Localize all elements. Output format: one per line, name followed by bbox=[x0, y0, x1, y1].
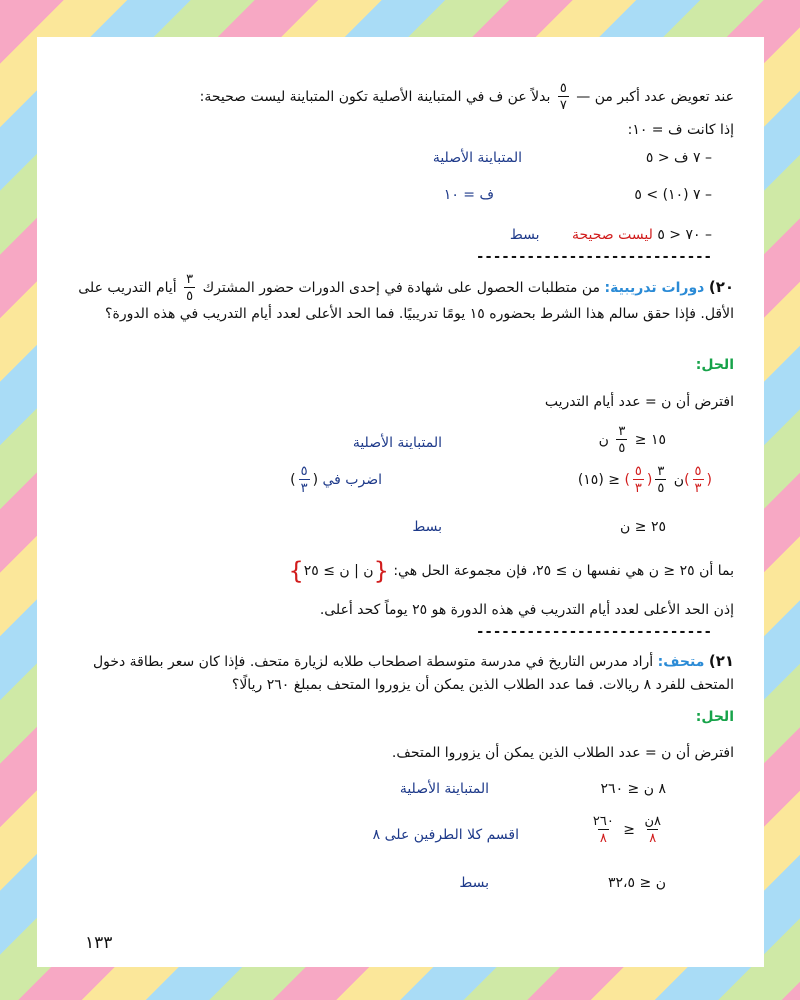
q21-step-3-note: بسط bbox=[459, 875, 489, 891]
intro-row-2-note: ف = ١٠ bbox=[443, 187, 494, 203]
fraction-5-3: $\frac{٥}{٣}$ bbox=[634, 464, 642, 496]
intro-line-2: إذا كانت ف = ١٠: bbox=[627, 122, 734, 138]
multiply-label: اضرب في bbox=[322, 472, 382, 488]
fraction-numerator: ٥ bbox=[559, 81, 567, 96]
fraction-5-3: $\frac{٥}{٣}$ bbox=[300, 464, 308, 496]
question-21 bbox=[54, 650, 734, 697]
step-1-left: ١٥ ≤ bbox=[634, 432, 666, 448]
not-true-label: ليست صحيحة bbox=[572, 227, 653, 243]
intro-row-2-expr: – ٧ (١٠) > ٥ bbox=[634, 187, 712, 203]
fraction-3-5: $\frac{٣}{٥}$ bbox=[657, 464, 665, 496]
fifteen: (١٥) bbox=[577, 472, 604, 488]
fraction-3-5 bbox=[616, 425, 627, 455]
intro-row-3-expr: – ٧٠ < ٥ bbox=[657, 227, 712, 243]
le-sign: ≤ bbox=[608, 472, 620, 488]
solution-label-21: الحل: bbox=[695, 709, 734, 725]
intro-row-1-note: المتباينة الأصلية bbox=[432, 150, 522, 166]
intro-row-3-note: بسط bbox=[509, 227, 540, 243]
solution-set-text: بما أن ٢٥ ≤ ن هي نفسها ن ≥ ٢٥، فإن مجموعة الحل هي: bbox=[393, 563, 734, 579]
question-21-tag: متحف: bbox=[657, 654, 705, 670]
separator-1: ---------------------------- bbox=[475, 249, 712, 265]
solution-set: ن | ن ≥ ٢٥ bbox=[303, 563, 374, 579]
question-20-tag: دورات تدريبية: bbox=[604, 280, 705, 296]
question-21-text: أراد مدرس التاريخ في مدرسة متوسطة اصطحاب طلابه لزيارة متحف. فإذا كان سعر بطاقة دخول المتحف للفرد ٨ ريالات. فما عدد الطلاب الذين يمكن أن يزوروا المتحف بمبلغ ٢٦٠ ريالًا؟ bbox=[92, 654, 734, 693]
variable-n: ن bbox=[673, 472, 685, 488]
fraction-5-3: $\frac{٥}{٣}$ bbox=[694, 464, 702, 496]
fraction-3-5 bbox=[184, 273, 195, 303]
minus-sign: — bbox=[576, 89, 591, 105]
fraction-8n-8: $\frac{\text{٨ن}}{٨}$ bbox=[644, 814, 661, 846]
q20-step-3-note: بسط bbox=[412, 519, 442, 535]
intro-row-1-expr: – ٧ ف < ٥ bbox=[645, 150, 712, 166]
q21-step-3-expr: ن ≤ ٣٢،٥ bbox=[608, 875, 666, 891]
le-sign: ≤ bbox=[623, 822, 636, 838]
fraction-numerator: ٣ bbox=[186, 272, 194, 287]
solution-label-20: الحل: bbox=[695, 357, 734, 373]
question-20-text-a: من متطلبات الحصول على شهادة في إحدى الدورات حضور المشترك bbox=[202, 280, 601, 296]
assume-21: افترض أن ن = عدد الطلاب الذين يمكن أن يزوروا المتحف. bbox=[391, 745, 734, 761]
intro-row-3 bbox=[510, 227, 712, 243]
fraction-denominator: ٧ bbox=[559, 98, 567, 113]
q20-step-2-expr: ن $\frac{٣}{٥}$ ( $\frac{٥}{٣}$ ) ≤ (١٥) ( $\frac{٥}{٣}$ ) bbox=[577, 464, 712, 496]
q21-step-2-note: اقسم كلا الطرفين على ٨ bbox=[372, 827, 519, 843]
conclusion-20: إذن الحد الأعلى لعدد أيام التدريب في هذه الدورة هو ٢٥ يوماً كحد أعلى. bbox=[319, 602, 734, 618]
assume-20: افترض أن ن = عدد أيام التدريب bbox=[544, 394, 734, 410]
intro-line-1 bbox=[200, 82, 734, 112]
solution-set-line: بما أن ٢٥ ≤ ن هي نفسها ن ≥ ٢٥، فإن مجموعة الحل هي: {ن | ن ≥ ٢٥} bbox=[288, 557, 734, 585]
fraction-5-7 bbox=[558, 82, 569, 112]
page bbox=[37, 37, 764, 967]
fraction-denominator: ٥ bbox=[618, 441, 626, 456]
q20-step-1-expr bbox=[599, 425, 666, 455]
q20-step-2-note: اضرب في ( $\frac{٥}{٣}$ ) bbox=[290, 464, 382, 496]
question-21-number: ٢١) bbox=[708, 652, 734, 670]
intro-text-a: عند تعويض عدد أكبر من bbox=[594, 89, 734, 105]
q21-step-1-expr: ٨ ن ≤ ٢٦٠ bbox=[600, 781, 666, 797]
question-20-text-b: أيام التدريب على الأقل. فإذا حقق سالم هذا الشرط بحضوره ١٥ يومًا تدريبيًا. فما الحد الأعلى لعدد أيام التدريب في هذه الدورة؟ bbox=[78, 280, 734, 322]
page-number: ١٣٣ bbox=[85, 933, 113, 953]
question-20 bbox=[54, 273, 734, 326]
separator-2: ---------------------------- bbox=[475, 624, 712, 640]
question-20-number: ٢٠) bbox=[708, 278, 734, 296]
fraction-numerator: ٣ bbox=[618, 424, 626, 439]
q20-step-3-expr: ٢٥ ≤ ن bbox=[620, 519, 666, 535]
intro-text-b: بدلاً عن ف في المتباينة الأصلية تكون المتباينة ليست صحيحة: bbox=[199, 89, 551, 105]
variable-n: ن bbox=[598, 432, 609, 448]
fraction-260-8: $\frac{٢٦٠}{٨}$ bbox=[592, 814, 614, 846]
q21-step-2-expr bbox=[588, 815, 666, 845]
q21-step-1-note: المتباينة الأصلية bbox=[399, 781, 489, 797]
q20-step-1-note: المتباينة الأصلية bbox=[352, 435, 442, 451]
fraction-denominator: ٥ bbox=[186, 289, 194, 304]
